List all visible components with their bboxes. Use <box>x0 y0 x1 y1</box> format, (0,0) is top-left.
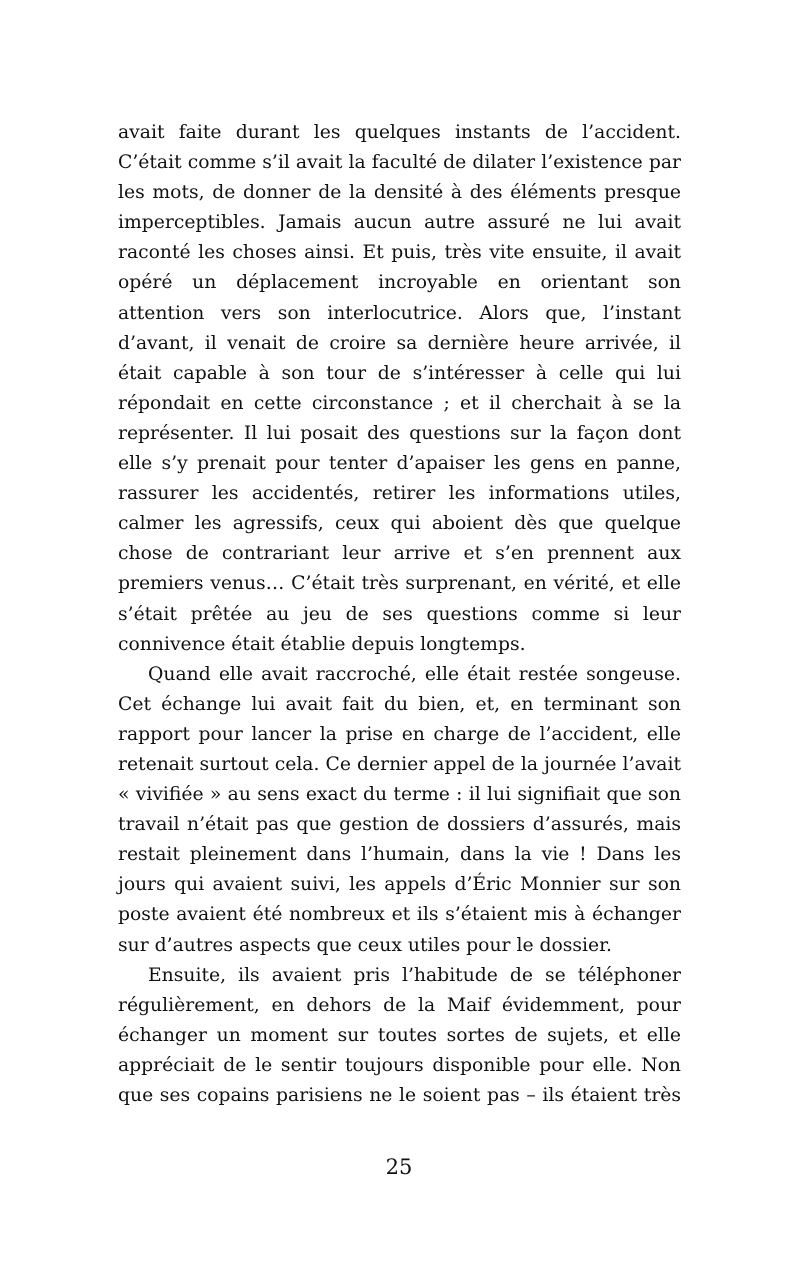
paragraph-1: avait faite durant les quelques instants de l’accident. C’était comme s’il avait la faculté de dilater l’existence par les mots, de donner de la densité à des éléments presque imperceptibles. Jamais aucun autre assuré ne lui avait raconté les choses ainsi. Et puis, très vite ensuite, il avait opéré un déplacement incroyable en orientant son attention vers son interlocutrice. Alors que, l’instant d’avant, il venait de croire sa dernière heure arrivée, il était capable à son tour de s’intéresser à celle qui lui répondait en cette circonstance ; et il cherchait à se la représenter. Il lui posait des questions sur la façon dont elle s’y prenait pour tenter d’apaiser les gens en panne, rassurer les accidentés, retirer les informations utiles, calmer les agressifs, ceux qui aboient dès que quelque chose de contrariant leur arrive et s’en prennent aux premiers venus… C’était très surprenant, en vérité, et elle s’était prêtée au jeu de ses questions comme si leur connivence était établie depuis longtemps. <box>118 122 681 655</box>
page-body <box>118 118 681 1111</box>
paragraph-2: Quand elle avait raccroché, elle était restée songeuse. Cet échange lui avait fait du bien, et, en terminant son rapport pour lancer la prise en charge de l’accident, elle retenait surtout cela. Ce dernier appel de la journée l’avait « vivifiée » au sens exact du terme : il lui signifiait que son travail n’était pas que gestion de dossiers d’assurés, mais restait pleinement dans l’humain, dans la vie ! Dans les jours qui avaient suivi, les appels d’Éric Monnier sur son poste avaient été nombreux et ils s’étaient mis à échanger sur d’autres aspects que ceux utiles pour le dossier. <box>118 663 681 956</box>
paragraph-3: Ensuite, ils avaient pris l’habitude de se téléphoner régulièrement, en dehors de la Maif évidemment, pour échanger un moment sur toutes sortes de sujets, et elle appréciait de le sentir toujours disponible pour elle. Non que ses copains parisiens ne le soient pas – ils étaient très <box>118 964 681 1106</box>
page-number: 25 <box>385 1155 413 1179</box>
